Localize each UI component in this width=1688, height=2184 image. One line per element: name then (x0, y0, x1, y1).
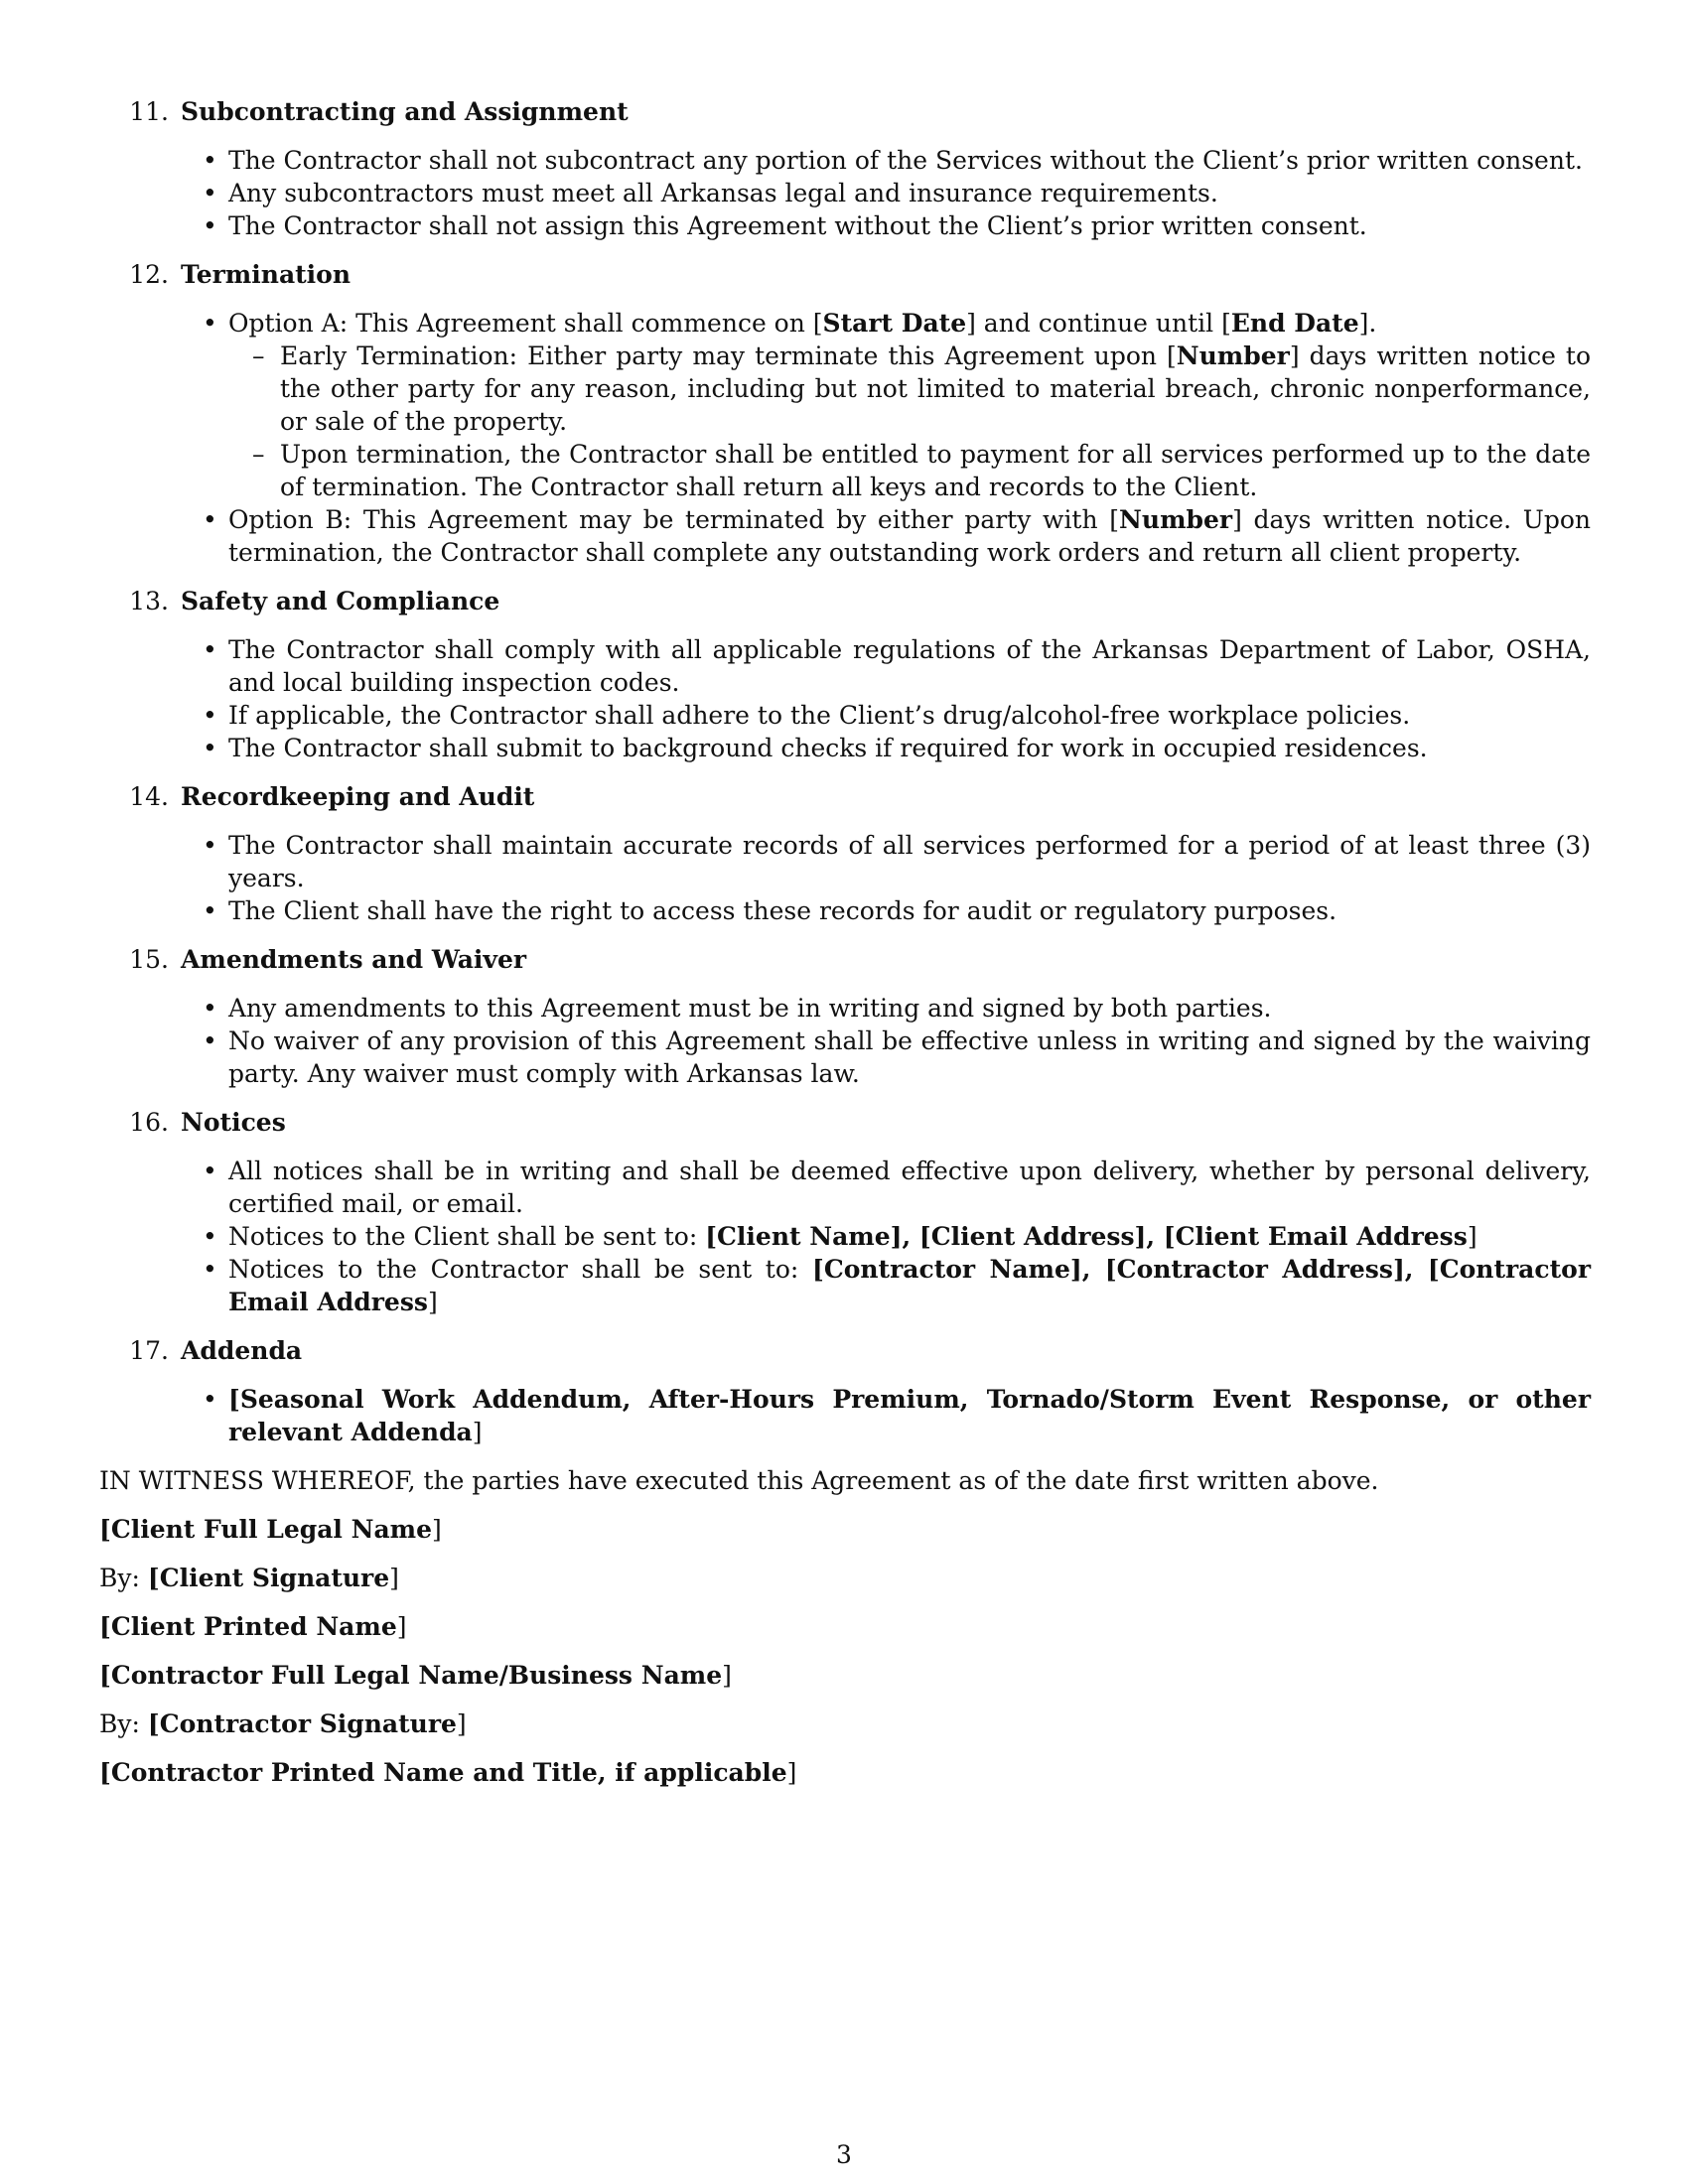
list-item: • The Contractor shall maintain accurate records of all services performed for a period of at least three (3) years. (228, 829, 1591, 894)
contractor-signature-line (99, 1707, 1591, 1740)
list-item-option-a (228, 307, 1591, 503)
section-title: Safety and Compliance (181, 587, 500, 615)
list-item-contractor-notice (228, 1253, 1591, 1318)
list-item: • Any amendments to this Agreement must be in writing and signed by both parties. (228, 992, 1591, 1024)
client-legal-name (99, 1513, 1591, 1546)
text: ] and continue until [ (966, 309, 1231, 338)
list-item: • The Contractor shall not subcontract any portion of the Services without the Client’s prior written consent. (228, 144, 1591, 177)
bullet-list (99, 633, 1591, 764)
section-heading (99, 780, 1591, 813)
list-item: • The Contractor shall submit to background checks if required for work in occupied residences. (228, 732, 1591, 764)
placeholder-client-contact: [Client Name], [Client Address], [Client Email Address (705, 1222, 1468, 1251)
section-number: 11. (129, 97, 169, 126)
bullet-list (99, 1155, 1591, 1318)
section-title: Termination (181, 260, 352, 289)
by-label: By: (99, 1564, 148, 1592)
section-number: 12. (129, 260, 169, 289)
section-title: Addenda (181, 1336, 303, 1365)
text: Option B: This Agreement may be terminated by either party with [ (228, 505, 1120, 534)
text: Notices to the Client shall be sent to: (228, 1222, 706, 1251)
client-signature-line (99, 1562, 1591, 1594)
list-item: • All notices shall be in writing and shall be deemed effective upon delivery, whether by personal delivery, certified mail, or email. (228, 1155, 1591, 1220)
section-addenda (99, 1334, 1591, 1448)
contractor-printed-name (99, 1756, 1591, 1789)
placeholder-text: [Client Signature (147, 1564, 390, 1592)
section-safety (99, 585, 1591, 764)
section-heading (99, 258, 1591, 291)
list-item: • The Contractor shall not assign this Agreement without the Client’s prior written consent. (228, 209, 1591, 242)
text: ] days written notice to the other party for any reason, including but not limited to material breach, chronic nonperformance, or sale of the property. (280, 341, 1591, 436)
text: ] (472, 1418, 483, 1446)
placeholder-addenda: [Seasonal Work Addendum, After-Hours Premium, Tornado/Storm Event Response, or other relevant Addenda (228, 1385, 1591, 1446)
by-label: By: (99, 1709, 148, 1738)
contractor-legal-name (99, 1659, 1591, 1692)
text: ]. (1358, 309, 1377, 338)
section-title: Recordkeeping and Audit (181, 782, 535, 811)
section-amendments (99, 943, 1591, 1090)
section-termination (99, 258, 1591, 569)
bullet-list (99, 1383, 1591, 1448)
text: ] days written notice. Upon termination, the Contractor shall complete any outstanding work orders and return all client property. (228, 505, 1592, 567)
section-title: Amendments and Waiver (181, 945, 527, 974)
section-heading (99, 1106, 1591, 1139)
text: Notices to the Contractor shall be sent to: (228, 1255, 812, 1284)
bullet-list (99, 992, 1591, 1090)
list-item-upon-termination: – Upon termination, the Contractor shall be entitled to payment for all services performed up to the date of termination. The Contractor shall return all keys and records to the Client. (280, 438, 1591, 503)
text: ] (396, 1612, 407, 1641)
bullet-list (99, 144, 1591, 242)
list-item-early-termination (280, 340, 1591, 438)
text: ] (722, 1661, 732, 1690)
placeholder-number: Number (1176, 341, 1290, 370)
witness-statement: IN WITNESS WHEREOF, the parties have executed this Agreement as of the date first written above. (99, 1466, 1379, 1495)
section-heading (99, 1334, 1591, 1367)
list-item: • No waiver of any provision of this Agreement shall be effective unless in writing and signed by the waiving party. Any waiver must comply with Arkansas law. (228, 1024, 1591, 1090)
section-number: 16. (129, 1108, 169, 1137)
section-heading (99, 585, 1591, 617)
text: Option A: This Agreement shall commence on [ (228, 309, 823, 338)
placeholder-contractor-contact: [Contractor Name], [Contractor Address], [Contractor Email Address (228, 1255, 1591, 1316)
section-number: 14. (129, 782, 169, 811)
placeholder-text: [Client Full Legal Name (99, 1515, 433, 1544)
section-number: 13. (129, 587, 169, 615)
list-item: • If applicable, the Contractor shall adhere to the Client’s drug/alcohol-free workplace policies. (228, 699, 1591, 732)
placeholder-text: [Contractor Signature (147, 1709, 457, 1738)
section-recordkeeping (99, 780, 1591, 927)
section-notices (99, 1106, 1591, 1318)
section-heading (99, 943, 1591, 976)
dash-list (228, 340, 1591, 503)
list-item-option-b (228, 503, 1591, 569)
section-heading (99, 95, 1591, 128)
section-number: 15. (129, 945, 169, 974)
text: ] (428, 1288, 438, 1316)
list-item-client-notice (228, 1220, 1591, 1253)
section-subcontracting (99, 95, 1591, 242)
text: ] (389, 1564, 399, 1592)
list-item-addenda (228, 1383, 1591, 1448)
text: ] (786, 1758, 797, 1787)
section-title: Notices (181, 1108, 286, 1137)
text: ] (456, 1709, 467, 1738)
placeholder-start-date: Start Date (822, 309, 967, 338)
client-printed-name (99, 1610, 1591, 1643)
text: ] (1467, 1222, 1477, 1251)
list-item: • The Contractor shall comply with all applicable regulations of the Arkansas Department of Labor, OSHA, and local building inspection codes. (228, 633, 1591, 699)
document-page (99, 95, 1591, 1805)
list-item: • The Client shall have the right to access these records for audit or regulatory purposes. (228, 894, 1591, 927)
bullet-list (99, 829, 1591, 927)
list-item: • Any subcontractors must meet all Arkansas legal and insurance requirements. (228, 177, 1591, 209)
page-number: 3 (836, 2140, 852, 2169)
placeholder-text: [Contractor Full Legal Name/Business Name (99, 1661, 723, 1690)
text: ] (432, 1515, 442, 1544)
placeholder-text: [Contractor Printed Name and Title, if applicable (99, 1758, 787, 1787)
section-number: 17. (129, 1336, 169, 1365)
placeholder-number: Number (1119, 505, 1233, 534)
placeholder-text: [Client Printed Name (99, 1612, 397, 1641)
placeholder-end-date: End Date (1230, 309, 1359, 338)
bullet-list (99, 307, 1591, 569)
text: Early Termination: Either party may terminate this Agreement upon [ (280, 341, 1177, 370)
section-title: Subcontracting and Assignment (181, 97, 629, 126)
